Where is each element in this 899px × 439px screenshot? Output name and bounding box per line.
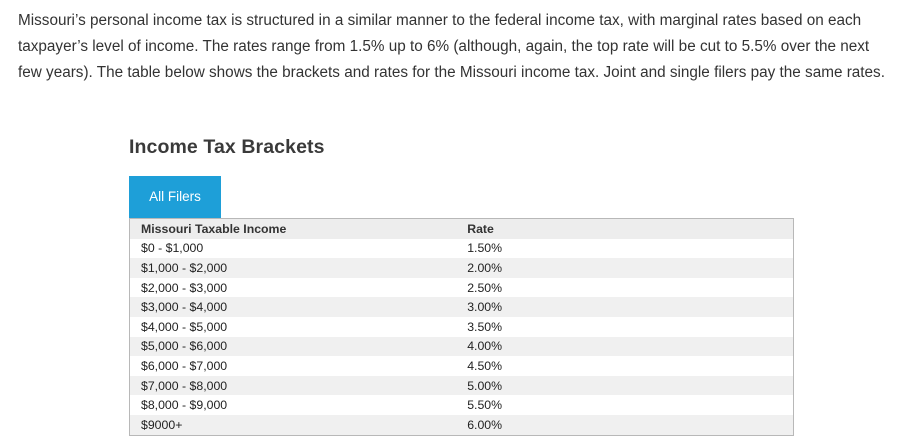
table-row — [130, 317, 794, 337]
income-cell: $5,000 - $6,000 — [141, 339, 228, 354]
table-row — [130, 415, 794, 435]
income-cell: $6,000 - $7,000 — [141, 358, 228, 373]
income-cell: $1,000 - $2,000 — [141, 260, 228, 275]
income-cell: $3,000 - $4,000 — [141, 300, 228, 315]
column-header-rate: Rate — [467, 221, 494, 236]
rate-cell: 4.50% — [467, 358, 503, 373]
income-cell: $8,000 - $9,000 — [141, 398, 228, 413]
table-row — [130, 395, 794, 415]
table-row — [130, 278, 794, 298]
column-header-income: Missouri Taxable Income — [141, 221, 287, 236]
income-cell: $4,000 - $5,000 — [141, 319, 228, 334]
table-row — [130, 356, 794, 376]
table-row — [130, 258, 794, 278]
income-cell: $7,000 - $8,000 — [141, 378, 228, 393]
table-row — [130, 297, 794, 317]
table-row — [130, 337, 794, 357]
income-cell: $9000+ — [141, 417, 183, 432]
table-row — [130, 376, 794, 396]
intro-paragraph: Missouri’s personal income tax is structured in a similar manner to the federal income tax, with marginal rates based on each taxpayer’s level of income. The rates range from 1.5% up to 6% (although, again, the top rate will be cut to 5.5% over the next few years). The table below shows the brackets and rates for the Missouri income tax. Joint and single filers pay the same rates. — [18, 12, 885, 81]
rate-cell: 4.00% — [467, 339, 503, 354]
table-row — [130, 239, 794, 259]
rate-cell: 5.00% — [467, 378, 503, 393]
income-cell: $2,000 - $3,000 — [141, 280, 228, 295]
income-cell: $0 - $1,000 — [141, 241, 204, 256]
tab-all-filers[interactable]: All Filers — [129, 176, 221, 218]
rate-cell: 3.00% — [467, 300, 503, 315]
rate-cell: 5.50% — [467, 398, 503, 413]
rate-cell: 1.50% — [467, 241, 503, 256]
income-tax-brackets-table — [129, 218, 794, 436]
rate-cell: 3.50% — [467, 319, 503, 334]
rate-cell: 6.00% — [467, 417, 503, 432]
rate-cell: 2.00% — [467, 260, 503, 275]
table-header-row — [130, 219, 794, 239]
table-title: Income Tax Brackets — [129, 136, 325, 158]
rate-cell: 2.50% — [467, 280, 503, 295]
